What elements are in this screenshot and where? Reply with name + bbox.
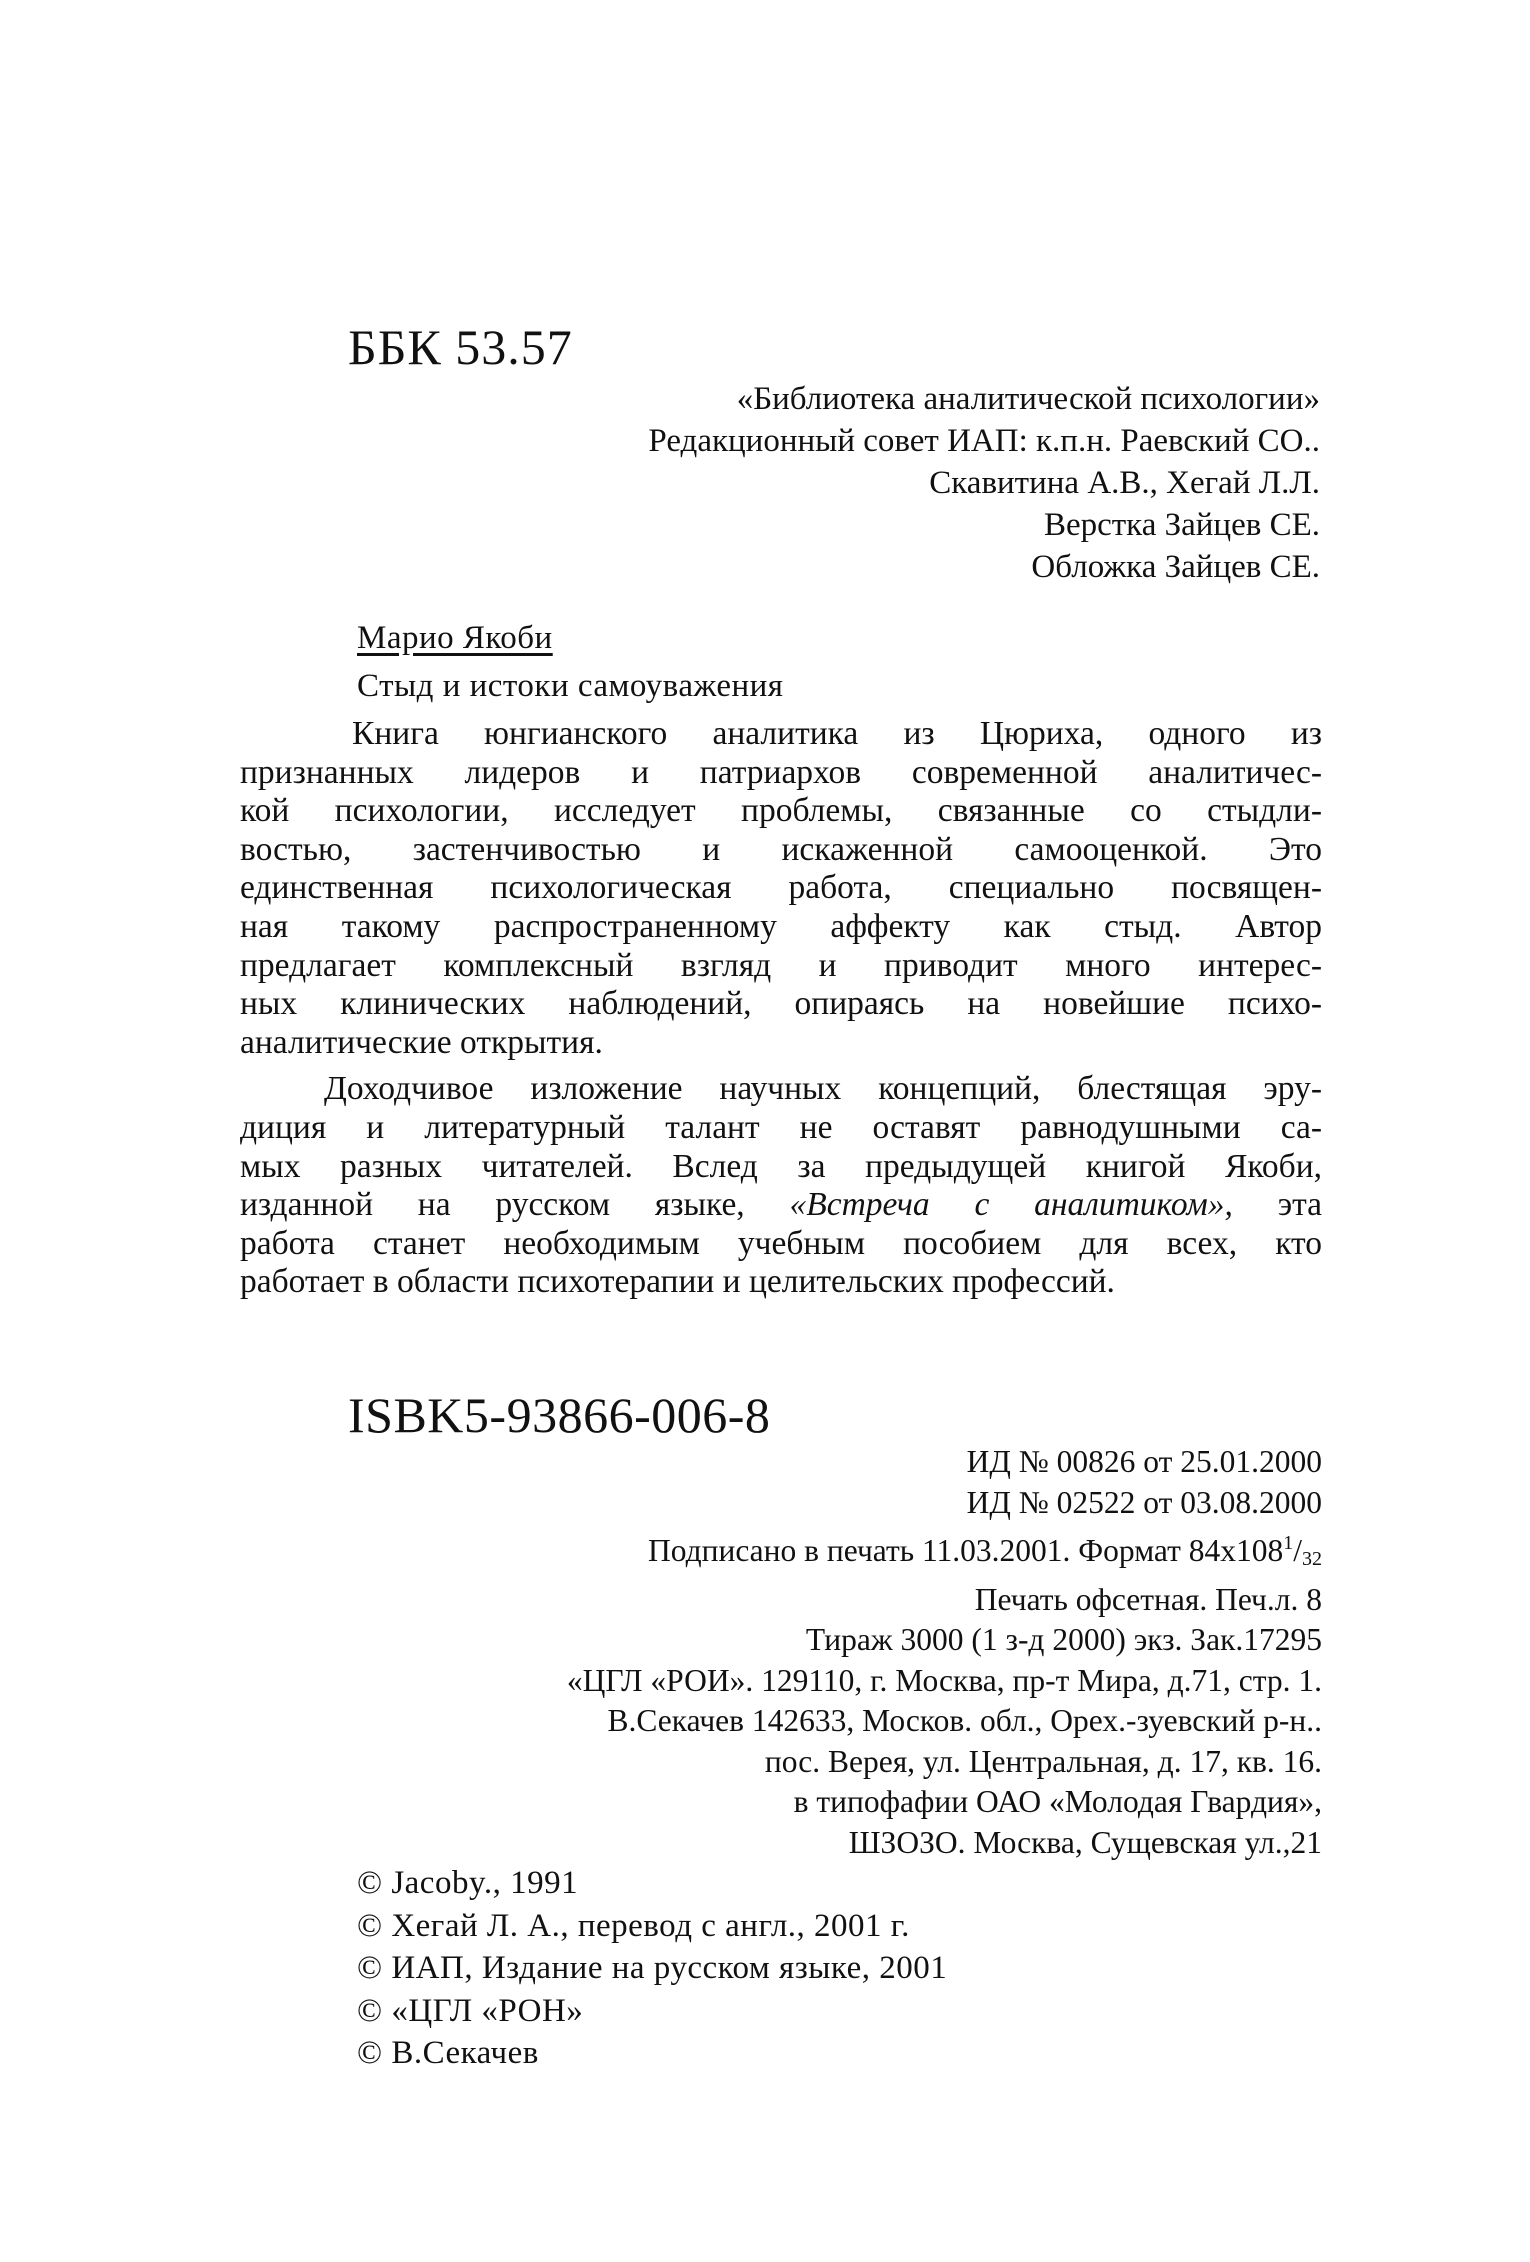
- abstract-line: Доходчивое изложение научных концепций, блестящая эру-: [324, 1070, 1322, 1108]
- copublisher: В.Секачев 142633, Москов. обл., Орех.-зуевский р-н..: [607, 1703, 1322, 1738]
- format-denominator: 32: [1302, 1548, 1322, 1570]
- copyright-line: © ИАП, Издание на русском языке, 2001: [357, 1950, 948, 1986]
- bbk-code: ББК 53.57: [348, 319, 573, 375]
- abstract-line: Книга юнгианского аналитика из Цюриха, одного из: [352, 715, 1322, 752]
- editorial-board-continued: Скавитина А.В., Хегай Л.Л.: [929, 465, 1320, 501]
- abstract: [240, 715, 1322, 1302]
- abstract-line: единственная психологическая работа, специально посвящен-: [240, 869, 1322, 907]
- isbn: ISBK5-93866-006-8: [348, 1387, 771, 1443]
- abstract-line: признанных лидеров и патриархов современной аналитичес-: [240, 753, 1322, 791]
- copublisher-address: пос. Верея, ул. Центральная, д. 17, кв. 16.: [764, 1743, 1322, 1779]
- abstract-line-with-title: [240, 1186, 1322, 1225]
- copyright-line: © Jacoby., 1991: [357, 1865, 579, 1901]
- abstract-line: работа станет необходимым учебным пособием для всех, кто: [240, 1224, 1322, 1262]
- editorial-board: Редакционный совет ИАП: к.п.н. Раевский СО..: [648, 423, 1320, 459]
- license-id-1: ИД № 00826 от 25.01.2000: [966, 1444, 1322, 1479]
- signed-text: Подписано в печать 11.03.2001. Формат 84x108: [647, 1533, 1284, 1568]
- abstract-line: работает в области психотерапии и целительских профессий.: [240, 1263, 1115, 1301]
- referenced-book-title: «Встреча с аналитиком»,: [789, 1186, 1233, 1224]
- imprint-block: [300, 1442, 1322, 1863]
- series-name: «Библиотека аналитической психологии»: [736, 381, 1320, 417]
- publisher-address: «ЦГЛ «РОИ». 129110, г. Москва, пр-т Мира, д.71, стр. 1.: [566, 1662, 1322, 1698]
- license-id-2: ИД № 02522 от 03.08.2000: [966, 1484, 1322, 1520]
- printing-house-address: ШЗОЗО. Москва, Сущевская ул.,21: [848, 1824, 1322, 1860]
- abstract-text: изданной на русском языке,: [240, 1186, 745, 1224]
- abstract-line: предлагает комплексный взгляд и приводит много интерес-: [240, 946, 1322, 984]
- book-title: Стыд и истоки самоуважения: [357, 668, 784, 704]
- abstract-line: востью, застенчивостью и искаженной самооценкой. Это: [240, 830, 1322, 868]
- abstract-line: аналитические открытия.: [240, 1023, 603, 1061]
- copyright-block: [357, 1862, 947, 2075]
- editorial-block: [420, 378, 1320, 588]
- copyright-line: © В.Секачев: [357, 2035, 539, 2071]
- author-name: Марио Якоби: [357, 620, 553, 656]
- cover-credit: Обложка Зайцев СЕ.: [1031, 549, 1320, 585]
- abstract-line: мых разных читателей. Вслед за предыдущей книгой Якоби,: [240, 1147, 1322, 1185]
- abstract-line: ных клинических наблюдений, опираясь на новейшие психо-: [240, 985, 1322, 1023]
- print-type: Печать офсетная. Печ.л. 8: [974, 1581, 1322, 1617]
- signed-for-print: Подписано в печать 11.03.2001. Формат $84x108^1/_{32}$: [647, 1532, 1322, 1570]
- copyright-line: © «ЦГЛ «РОН»: [357, 1992, 584, 2029]
- format-numerator: 1: [1283, 1532, 1294, 1554]
- print-run: Тираж 3000 (1 з-д 2000) экз. Зак.17295: [805, 1622, 1322, 1657]
- printing-house: в типофафии ОАО «Молодая Гвардия»,: [793, 1784, 1322, 1819]
- layout-credit: Верстка Зайцев СЕ.: [1043, 507, 1320, 543]
- abstract-line: кой психологии, исследует проблемы, связанные со стыдли-: [240, 792, 1322, 830]
- abstract-line: диция и литературный талант не оставят равнодушными са-: [240, 1108, 1322, 1146]
- abstract-text: эта: [1277, 1186, 1323, 1224]
- copyright-line: © Хегай Л. А., перевод с англ., 2001 г.: [357, 1907, 910, 1944]
- abstract-line: ная такому распространенному аффекту как стыд. Автор: [240, 907, 1322, 945]
